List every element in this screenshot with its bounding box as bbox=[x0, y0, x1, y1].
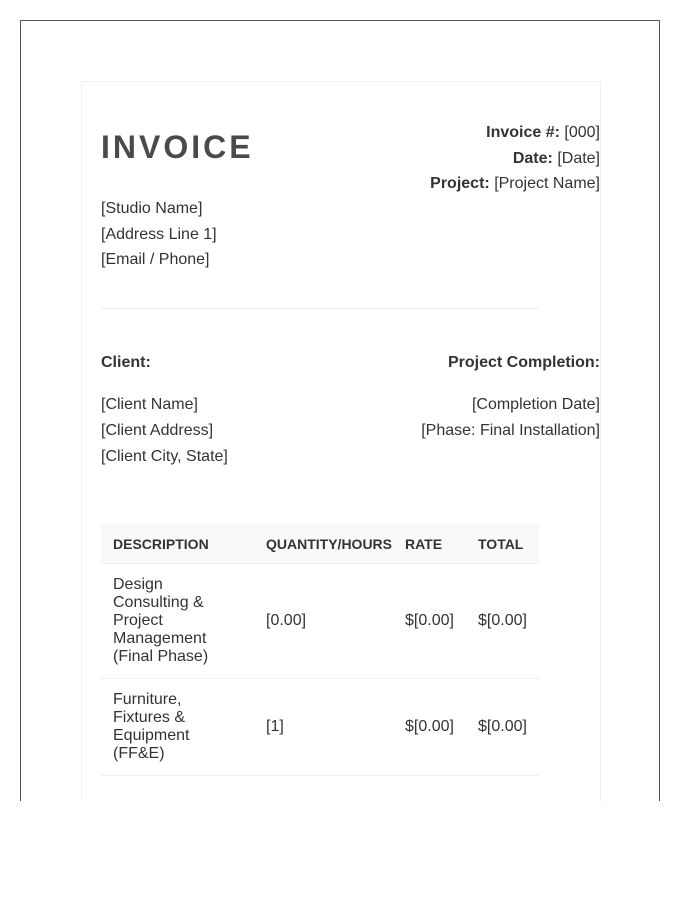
client-city-state: [Client City, State] bbox=[101, 448, 228, 465]
invoice-number-line bbox=[430, 120, 600, 146]
invoice-meta bbox=[430, 120, 600, 197]
row-description: Furniture, Fixtures & Equipment (FF&E) bbox=[101, 679, 254, 776]
studio-address: [Address Line 1] bbox=[101, 225, 217, 243]
invoice-project-label: Project: bbox=[430, 175, 490, 192]
client-address: [Client Address] bbox=[101, 422, 214, 439]
row-quantity: [1] bbox=[254, 679, 393, 776]
header-quantity: QUANTITY/HOURS bbox=[254, 524, 393, 564]
table-row bbox=[101, 679, 539, 776]
header-description: DESCRIPTION bbox=[101, 524, 254, 564]
completion-phase: [Phase: Final Installation] bbox=[421, 422, 600, 439]
header-rate: RATE bbox=[393, 524, 466, 564]
invoice-project-line bbox=[430, 171, 600, 197]
row-rate: $[0.00] bbox=[393, 679, 466, 776]
invoice-number-value: [000] bbox=[564, 124, 600, 141]
invoice-date-value: [Date] bbox=[557, 149, 600, 167]
invoice-number-label: Invoice #: bbox=[486, 124, 560, 141]
row-rate: $[0.00] bbox=[393, 564, 466, 679]
completion-date: [Completion Date] bbox=[471, 396, 600, 413]
table-row bbox=[101, 564, 539, 679]
completion-info bbox=[421, 392, 600, 444]
invoice-date-label: Date: bbox=[512, 149, 553, 167]
invoice-title: INVOICE bbox=[101, 129, 254, 165]
table-header-row bbox=[101, 524, 539, 564]
row-description: Design Consulting & Project Management (Final Phase) bbox=[101, 564, 254, 679]
completion-heading: Project Completion: bbox=[447, 354, 600, 371]
section-divider bbox=[101, 308, 539, 309]
invoice-date-line bbox=[430, 146, 600, 172]
invoice-project-value: [Project Name] bbox=[494, 175, 600, 192]
client-heading: Client: bbox=[101, 354, 151, 371]
client-info bbox=[101, 392, 228, 470]
row-total: $[0.00] bbox=[466, 564, 539, 679]
row-total: $[0.00] bbox=[466, 679, 539, 776]
studio-contact: [Email / Phone] bbox=[101, 251, 210, 268]
client-name: [Client Name] bbox=[101, 396, 198, 413]
studio-info bbox=[101, 196, 217, 273]
studio-name: [Studio Name] bbox=[101, 200, 203, 217]
line-items-table bbox=[101, 524, 539, 776]
header-total: TOTAL bbox=[466, 524, 539, 564]
row-quantity: [0.00] bbox=[254, 564, 393, 679]
